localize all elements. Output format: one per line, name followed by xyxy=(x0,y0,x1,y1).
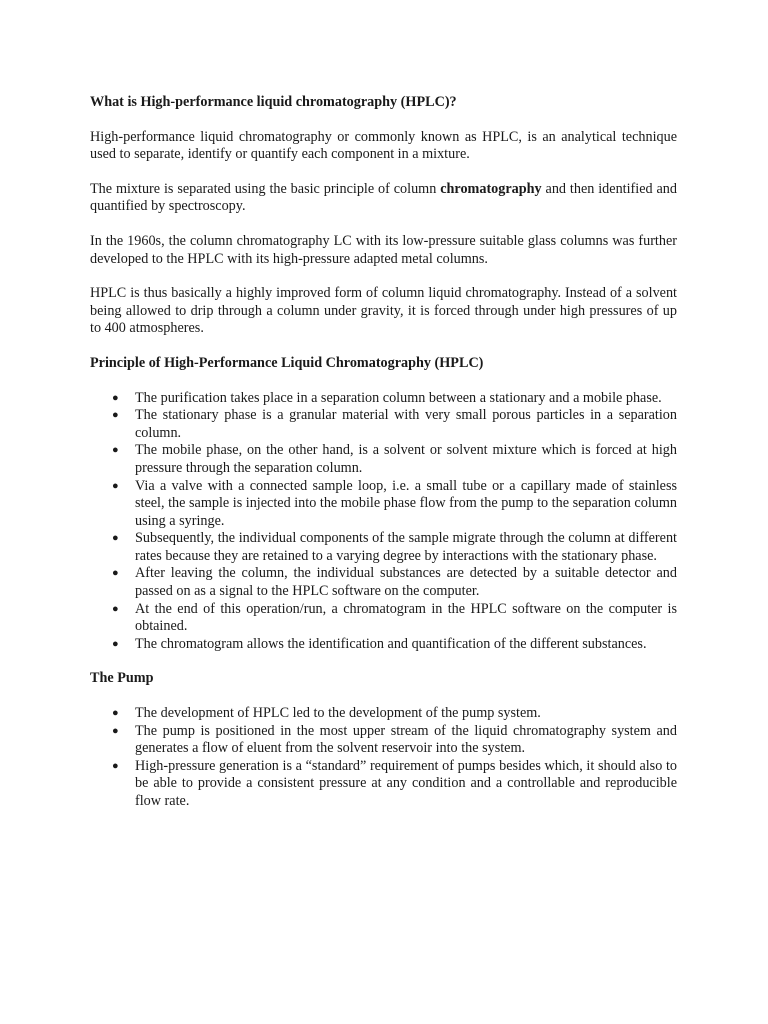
list-item-text: Subsequently, the individual components of the sample migrate through the column at different rates because they are retained to a varying degree by interactions with the stationary phase. xyxy=(135,530,677,564)
paragraph-definition: High-performance liquid chromatography or commonly known as HPLC, is an analytical technique used to separate, identify or quantify each component in a mixture. xyxy=(90,128,677,163)
paragraph-improved-form: HPLC is thus basically a highly improved form of column liquid chromatography. Instead of a solvent being allowed to drip through a column under gravity, it is forced through under high pressures of up to 400 atmospheres. xyxy=(90,285,677,337)
list-item-text: The stationary phase is a granular material with very small porous particles in a separation column. xyxy=(135,407,677,441)
bullet-icon: ● xyxy=(112,602,119,615)
bold-term-chromatography: chromatography xyxy=(440,180,542,197)
bullet-icon: ● xyxy=(112,707,119,720)
list-item xyxy=(90,478,677,531)
bullet-icon: ● xyxy=(112,391,119,404)
list-item xyxy=(90,442,677,477)
paragraph-mixture xyxy=(90,181,677,216)
list-item xyxy=(90,758,677,811)
heading-the-pump: The Pump xyxy=(90,670,154,687)
list-item xyxy=(90,723,677,758)
list-item xyxy=(90,530,677,565)
list-item-text: The development of HPLC led to the development of the pump system. xyxy=(135,705,541,722)
bullet-icon: ● xyxy=(112,409,119,422)
paragraph-mixture-text-2: and then identified and quantified by spectroscopy. xyxy=(90,180,677,215)
bullet-icon: ● xyxy=(112,567,119,580)
bullet-icon: ● xyxy=(112,444,119,457)
list-item-text: The purification takes place in a separation column between a stationary and a mobile phase. xyxy=(135,389,662,406)
list-item-text: The pump is positioned in the most upper stream of the liquid chromatography system and generates a flow of eluent from the solvent reservoir into the system. xyxy=(135,722,677,757)
pump-list xyxy=(90,705,677,811)
heading-principle: Principle of High-Performance Liquid Chromatography (HPLC) xyxy=(90,354,484,371)
bullet-icon: ● xyxy=(112,759,119,772)
list-item-text: High-pressure generation is a “standard” requirement of pumps besides which, it should also to be able to provide a consistent pressure at any condition and a controllable and reproducible flow rate. xyxy=(135,757,677,809)
list-item-text: Via a valve with a connected sample loop, i.e. a small tube or a capillary made of stainless steel, the sample is injected into the mobile phase flow from the pump to the separation column using a syringe. xyxy=(135,477,677,529)
list-item xyxy=(90,565,677,600)
bullet-icon: ● xyxy=(112,637,119,650)
list-item xyxy=(90,390,677,408)
list-item xyxy=(90,601,677,636)
list-item-text: The mobile phase, on the other hand, is a solvent or solvent mixture which is forced at high pressure through the separation column. xyxy=(135,442,677,476)
list-item xyxy=(90,705,677,723)
list-item xyxy=(90,407,677,442)
list-item-text: At the end of this operation/run, a chromatogram in the HPLC software on the computer is obtained. xyxy=(135,600,677,635)
list-item-text: After leaving the column, the individual substances are detected by a suitable detector and passed on as a signal to the HPLC software on the computer. xyxy=(135,565,677,600)
list-item xyxy=(90,636,677,654)
document-page xyxy=(90,94,677,828)
bullet-icon: ● xyxy=(112,479,119,492)
principle-list xyxy=(90,390,677,654)
paragraph-history: In the 1960s, the column chromatography LC with its low-pressure suitable glass columns was further developed to the HPLC with its high-pressure adapted metal columns. xyxy=(90,232,677,267)
bullet-icon: ● xyxy=(112,532,119,545)
heading-what-is-hplc: What is High-performance liquid chromatography (HPLC)? xyxy=(90,94,457,110)
list-item-text: The chromatogram allows the identification and quantification of the different substances. xyxy=(135,635,647,652)
paragraph-mixture-text-1: The mixture is separated using the basic principle of column xyxy=(90,180,441,197)
bullet-icon: ● xyxy=(112,724,119,737)
